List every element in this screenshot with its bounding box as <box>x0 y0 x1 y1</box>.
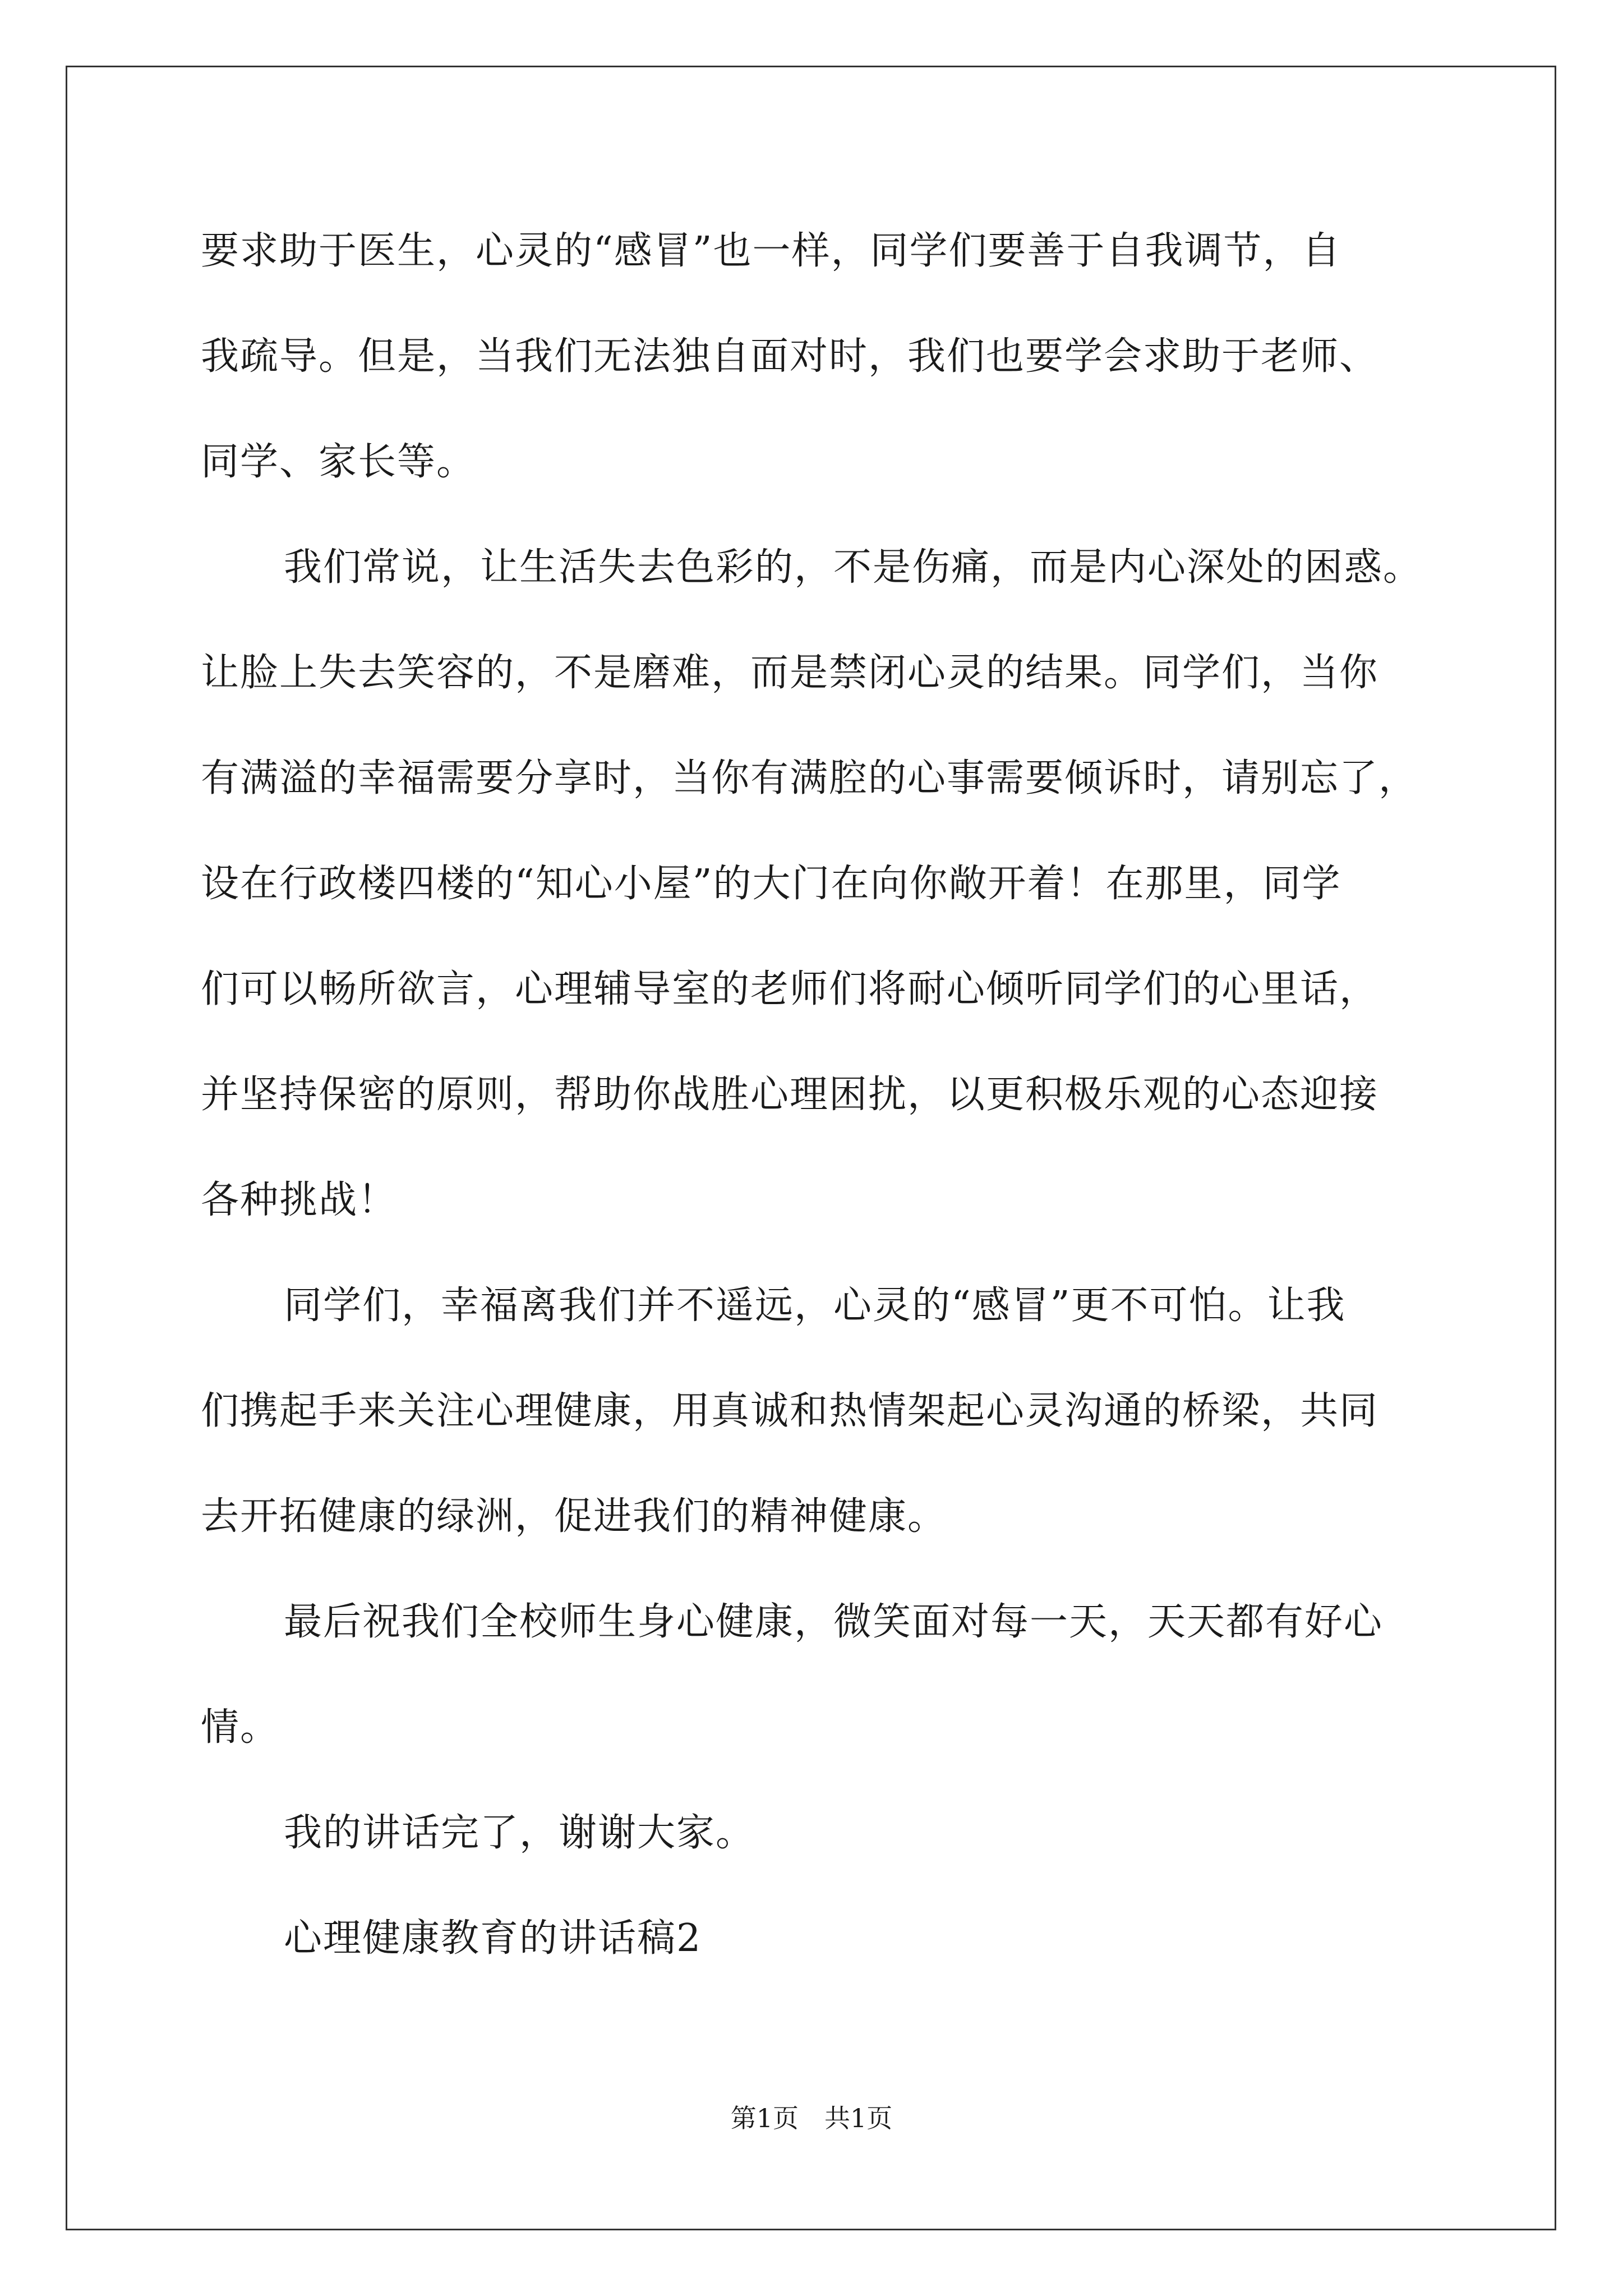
text-line: 去开拓健康的绿洲，促进我们的精神健康。 <box>201 1494 947 1539</box>
text-line: 各种挑战！ <box>201 1178 398 1222</box>
closing-line: 我的讲话完了，谢谢大家。 <box>284 1811 755 1855</box>
page-border <box>66 66 1556 2230</box>
text-line: 要求助于医生，心灵的“感冒”也一样，同学们要善于自我调节，自 <box>201 229 1341 273</box>
paragraph-start-line: 我们常说，让生活失去色彩的，不是伤痛，而是内心深处的困惑。 <box>284 545 1423 590</box>
text-line: 们携起手来关注心理健康，用真诚和热情架起心灵沟通的桥梁，共同 <box>201 1389 1379 1433</box>
text-line: 同学、家长等。 <box>201 440 476 484</box>
text-line: 设在行政楼四楼的“知心小屋”的大门在向你敞开着！在那里，同学 <box>201 862 1341 906</box>
text-line: 我疏导。但是，当我们无法独自面对时，我们也要学会求助于老师、 <box>201 334 1379 379</box>
text-line: 并坚持保密的原则，帮助你战胜心理困扰，以更积极乐观的心态迎接 <box>201 1073 1379 1117</box>
text-line: 让脸上失去笑容的，不是磨难，而是禁闭心灵的结果。同学们，当你 <box>201 651 1379 695</box>
section-heading: 心理健康教育的讲话稿2 <box>284 1916 702 1961</box>
page-number-footer: 第1页 共1页 <box>730 2103 893 2133</box>
paragraph-start-line: 同学们，幸福离我们并不遥远，心灵的“感冒”更不可怕。让我 <box>284 1283 1346 1328</box>
text-line: 有满溢的幸福需要分享时，当你有满腔的心事需要倾诉时，请别忘了， <box>201 756 1418 800</box>
text-line: 情。 <box>201 1705 280 1750</box>
text-line: 们可以畅所欲言，心理辅导室的老师们将耐心倾听同学们的心里话， <box>201 967 1379 1011</box>
paragraph-start-line: 最后祝我们全校师生身心健康，微笑面对每一天，天天都有好心 <box>284 1600 1384 1644</box>
